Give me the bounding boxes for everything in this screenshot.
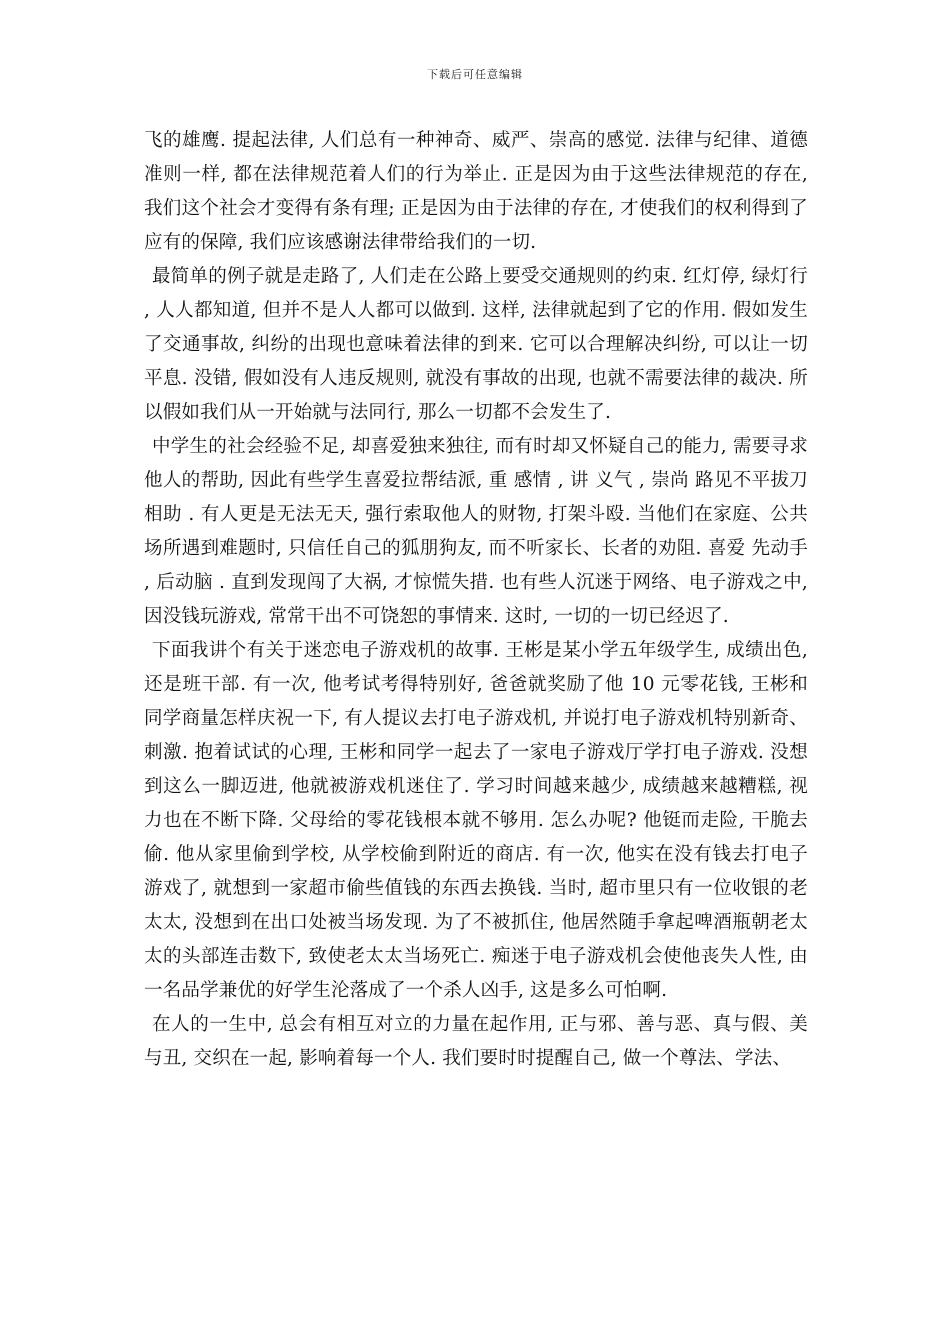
paragraph-2: 最简单的例子就是走路了, 人们走在公路上要受交通规则的约束. 红灯停, 绿灯行 , 人人都知道, 但并不是人人都可以做到. 这样, 法律就起到了它的作用. 假如发生了交通事故, 纠纷的出现也意味着法律的到来. 它可以合理解决纠纷, 可以让一切平息. 没错, 假如没有人违反规则, 就没有事故的出现, 也就不需要法律的裁决. 所以假如我们从一开始就与法同行, 那么一切都不会发生了. — [144, 266, 808, 423]
document-body — [144, 124, 808, 1076]
paragraph-1: 飞的雄鹰. 提起法律, 人们总有一种神奇、威严、崇高的感觉. 法律与纪律、道德准则一样, 都在法律规范着人们的行为举止. 正是因为由于这些法律规范的存在, 我们这个社会才变得有条有理; 正是因为由于法律的存在, 才使我们的权利得到了应有的保障, 我们应该感谢法律带给我们的一切. — [144, 130, 808, 253]
page-header: 下载后可任意编辑 — [427, 68, 523, 81]
paragraph-5: 在人的一生中, 总会有相互对立的力量在起作用, 正与邪、善与恶、真与假、美与丑, 交织在一起, 影响着每一个人. 我们要时时提醒自己, 做一个尊法、学法、 — [144, 1014, 808, 1069]
paragraph-4: 下面我讲个有关于迷恋电子游戏机的故事. 王彬是某小学五年级学生, 成绩出色, 还是班干部. 有一次, 他考试考得特别好, 爸爸就奖励了他 10 元零花钱, 王彬和同学商量怎样庆祝一下, 有人提议去打电子游戏机, 并说打电子游戏机特别新奇、刺激. 抱着试试的心理, 王彬和同学一起去了一家电子游戏厅学打电子游戏. 没想到这么一脚迈进, 他就被游戏机迷住了. 学习时间越来越少, 成绩越来越糟糕, 视力也在不断下降. 父母给的零花钱根本就不够用. 怎么办呢? 他铤而走险, 干脆去偷. 他从家里偷到学校, 从学校偷到附近的商店. 有一次, 他实在没有钱去打电子游戏了, 就想到一家超市偷些值钱的东西去换钱. 当时, 超市里只有一位收银的老太太, 没想到在出口处被当场发现. 为了不被抓住, 他居然随手拿起啤酒瓶朝老太太的头部连击数下, 致使老太太当场死亡. 痴迷于电子游戏机会使他丧失人性, 由一名品学兼优的好学生沦落成了一个杀人凶手, 这是多么可怕啊. — [144, 640, 808, 1001]
paragraph-3: 中学生的社会经验不足, 却喜爱独来独往, 而有时却又怀疑自己的能力, 需要寻求他人的帮助, 因此有些学生喜爱拉帮结派, 重 感情 , 讲 义气 , 崇尚 路见不平拔刀相助 . 有人更是无法无天, 强行索取他人的财物, 打架斗殴. 当他们在家庭、公共场所遇到难题时, 只信任自己的狐朋狗友, 而不听家长、长者的劝阻. 喜爱 先动手 , 后动脑 . 直到发现闯了大祸, 才惊慌失措. 也有些人沉迷于网络、电子游戏之中, 因没钱玩游戏, 常常干出不可饶恕的事情来. 这时, 一切的一切已经迟了. — [144, 436, 808, 627]
